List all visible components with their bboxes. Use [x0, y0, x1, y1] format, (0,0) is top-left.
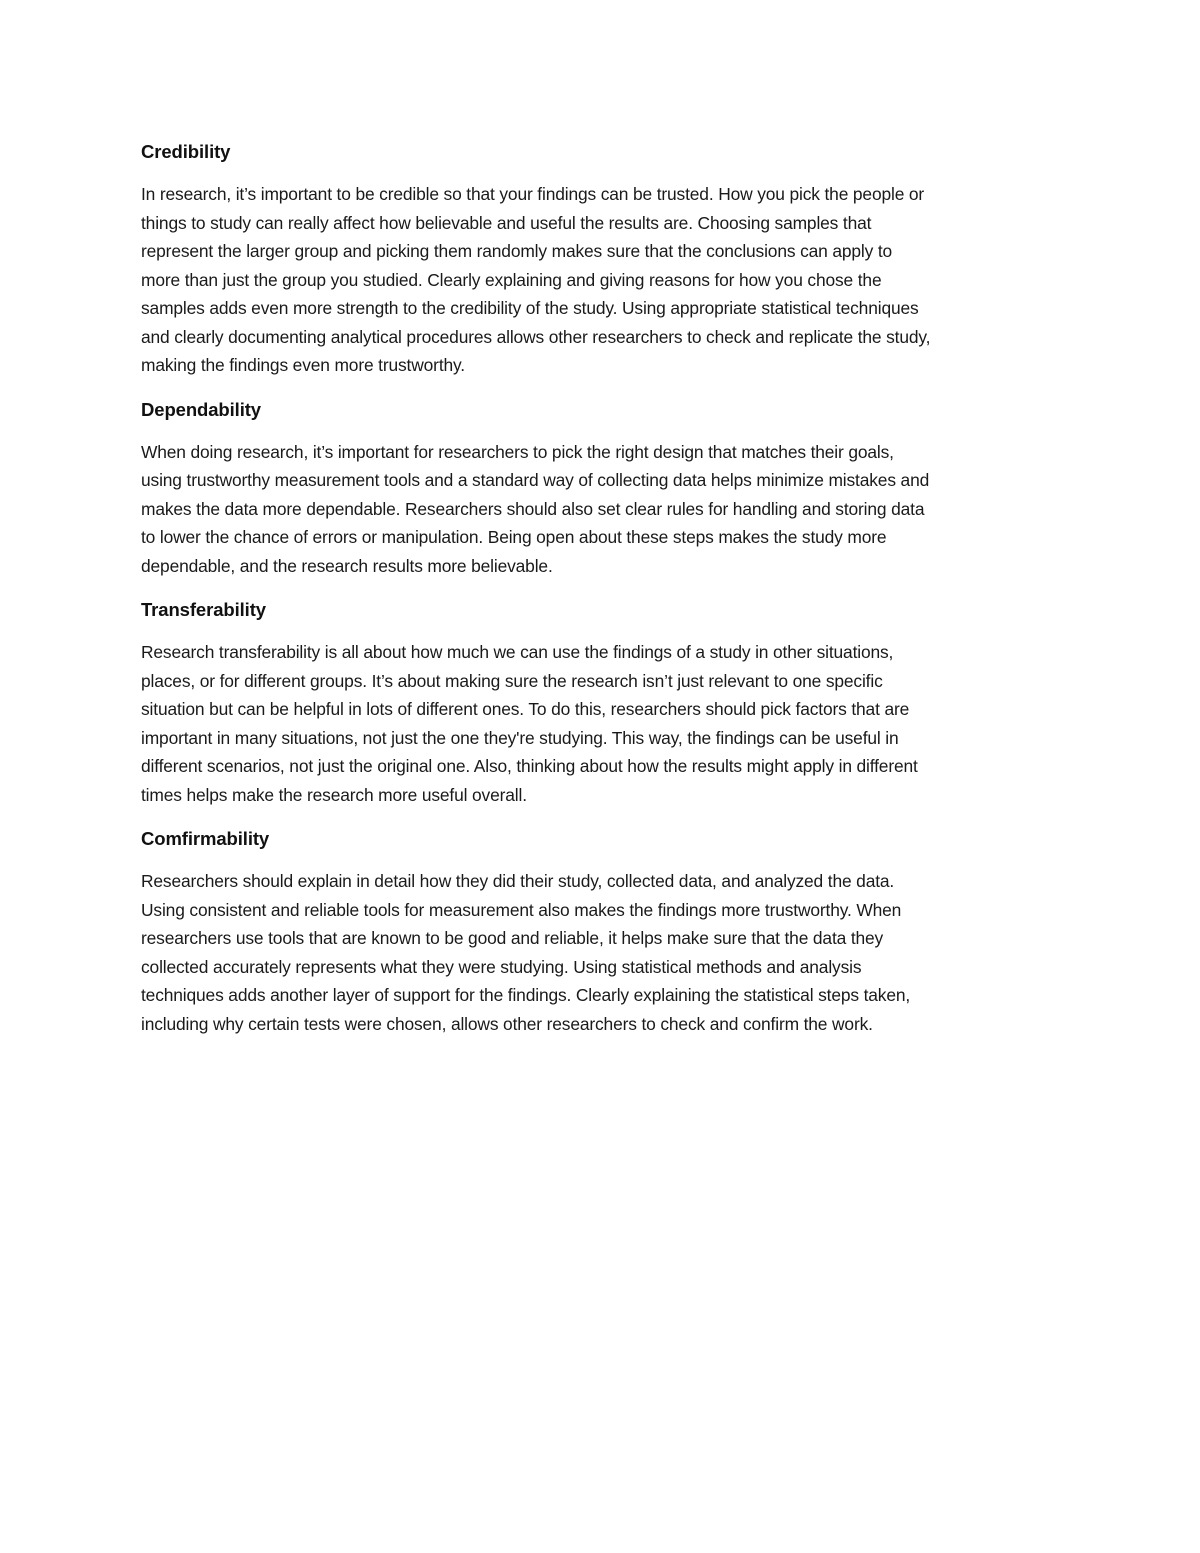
section-heading: Dependability: [141, 398, 261, 420]
paragraph-line: Using consistent and reliable tools for measurement also makes the findings more trustworthy. When: [141, 899, 902, 920]
paragraph-line: represent the larger group and picking them randomly makes sure that the conclusions can apply to: [141, 241, 893, 261]
paragraph-line: samples adds even more strength to the credibility of the study. Using appropriate statistical techniques: [141, 298, 919, 318]
paragraph-line: researchers use tools that are known to be good and reliable, it helps make sure that the data they: [141, 928, 884, 948]
section-heading: Credibility: [141, 141, 231, 162]
section-heading: Comfirmability: [141, 828, 270, 849]
paragraph-line: important in many situations, not just the one they're studying. This way, the findings can be useful in: [141, 727, 899, 748]
paragraph-line: Research transferability is all about how much we can use the findings of a study in other situations,: [141, 642, 894, 662]
paragraph-line: including why certain tests were chosen, allows other researchers to check and confirm the work.: [141, 1013, 873, 1034]
section-dependability: [141, 396, 1066, 581]
paragraph-line: things to study can really affect how believable and useful the results are. Choosing samples that: [141, 212, 872, 233]
paragraph-line: times helps make the research more useful overall.: [141, 784, 527, 805]
section-credibility: [141, 138, 1066, 380]
section-paragraph: [141, 638, 1066, 809]
paragraph-line: When doing research, it’s important for researchers to pick the right design that matches their goals,: [141, 441, 894, 462]
paragraph-line: makes the data more dependable. Researchers should also set clear rules for handling and storing data: [141, 498, 925, 519]
section-paragraph: [141, 180, 1066, 380]
paragraph-line: places, or for different groups. It’s about making sure the research isn’t just relevant to one specific: [141, 670, 883, 691]
paragraph-line: using trustworthy measurement tools and a standard way of collecting data helps minimize mistakes and: [141, 470, 930, 490]
paragraph-line: dependable, and the research results more believable.: [141, 555, 553, 576]
section-heading: Transferability: [141, 599, 266, 620]
paragraph-line: techniques adds another layer of support for the findings. Clearly explaining the statistical steps taken,: [141, 985, 911, 1005]
paragraph-line: more than just the group you studied. Clearly explaining and giving reasons for how you chose the: [141, 269, 882, 290]
section-transferability: [141, 596, 1066, 809]
paragraph-line: different scenarios, not just the original one. Also, thinking about how the results might apply in different: [141, 756, 918, 776]
section-paragraph: [141, 438, 1066, 581]
paragraph-line: making the findings even more trustworthy.: [141, 355, 465, 375]
paragraph-line: In research, it’s important to be credible so that your findings can be trusted. How you pick the people or: [141, 184, 925, 204]
paragraph-line: Researchers should explain in detail how they did their study, collected data, and analyzed the data.: [141, 871, 895, 891]
paragraph-line: situation but can be helpful in lots of different ones. To do this, researchers should pick factors that are: [141, 699, 910, 719]
paragraph-line: collected accurately represents what they were studying. Using statistical methods and analysis: [141, 956, 862, 977]
document-body: [141, 138, 1066, 1054]
paragraph-line: and clearly documenting analytical procedures allows other researchers to check and replicate the study,: [141, 326, 931, 347]
paragraph-line: to lower the chance of errors or manipulation. Being open about these steps makes the study more: [141, 527, 887, 547]
section-paragraph: [141, 867, 1066, 1038]
section-comfirmability: [141, 825, 1066, 1038]
